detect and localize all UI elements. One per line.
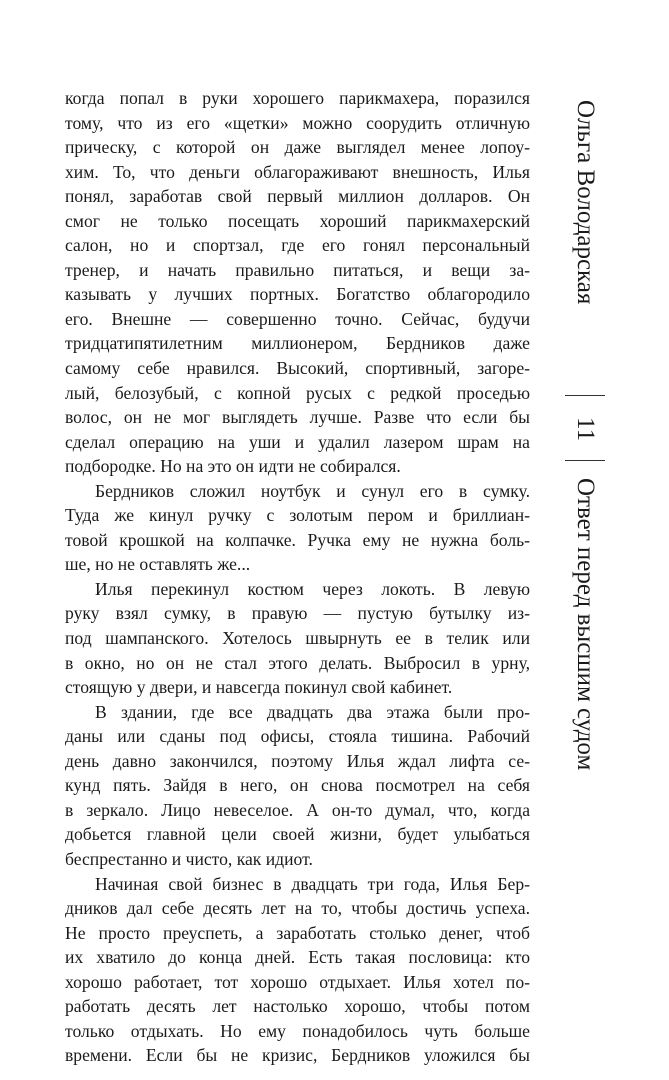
running-head-divider bbox=[565, 395, 605, 396]
body-text bbox=[65, 86, 530, 1068]
text-line: только отдыхать. Но ему понадобилось чуть больше bbox=[65, 1020, 530, 1041]
text-line: когда попал в руки хорошего парикмахера, поразился bbox=[65, 88, 530, 108]
text-line: хим. То, что деньги облагораживают внешность, Илья bbox=[65, 161, 530, 182]
text-line: подбородке. Но на это он идти не собирался. bbox=[65, 456, 401, 477]
text-line: день давно закончился, поэтому Илья ждал лифта се- bbox=[65, 750, 530, 771]
text-line: в зеркало. Лицо невеселое. А он-то думал, что, когда bbox=[65, 799, 530, 820]
text-line: прическу, с которой он даже выглядел менее лопоу- bbox=[65, 137, 530, 158]
running-head-author: Ольга Володарская bbox=[572, 100, 599, 305]
text-line: самому себе нравился. Высокий, спортивный, загоре- bbox=[65, 358, 530, 379]
running-head-rotated bbox=[560, 80, 610, 1040]
text-line: в окно, но он не стал этого делать. Выбросил в урну, bbox=[65, 652, 530, 673]
text-line: хорошо работает, тот хорошо отдыхает. Илья хотел по- bbox=[65, 971, 530, 992]
text-line: его. Внешне — совершенно точно. Сейчас, будучи bbox=[65, 308, 530, 329]
text-line: Не просто преуспеть, а заработать столько денег, чтоб bbox=[65, 922, 530, 943]
text-line: тому, что из его «щетки» можно соорудить отличную bbox=[65, 112, 530, 133]
text-line: В здании, где все двадцать два этажа были про- bbox=[95, 701, 530, 722]
text-line: кунд пять. Зайдя в него, он снова посмотрел на себя bbox=[65, 775, 530, 796]
text-line: тридцатипятилетним миллионером, Бердников даже bbox=[65, 333, 530, 354]
text-line: Начиная свой бизнес в двадцать три года, Илья Бер- bbox=[95, 873, 530, 894]
running-head-divider bbox=[565, 460, 605, 461]
text-line: дников дал себе десять лет на то, чтобы достичь успеха. bbox=[65, 898, 530, 919]
text-line: руку взял сумку, в правую — пустую бутылку из- bbox=[65, 603, 530, 624]
text-line: волос, он не мог выглядеть лучше. Разве что если бы bbox=[65, 407, 530, 428]
text-line: Бердников сложил ноутбук и сунул его в сумку. bbox=[95, 480, 530, 501]
text-line: ше, но не оставлять же... bbox=[65, 554, 251, 575]
text-line: стоящую у двери, и навсегда покинул свой кабинет. bbox=[65, 677, 453, 698]
text-line: тренер, и начать правильно питаться, и вещи за- bbox=[65, 259, 530, 280]
text-line: салон, но и спортзал, где его гонял персональный bbox=[65, 235, 530, 256]
text-line: добьется главной цели своей жизни, будет улыбаться bbox=[65, 824, 530, 845]
text-line: даны или сданы под офисы, стояла тишина. Рабочий bbox=[65, 726, 530, 747]
text-line: работать десять лет настолько хорошо, чтобы потом bbox=[65, 996, 530, 1017]
text-line: лый, белозубый, с копной русых с редкой проседью bbox=[65, 382, 530, 403]
text-line: товой крошкой на колпачке. Ручка ему не нужна боль- bbox=[65, 529, 530, 550]
text-line: беспрестанно и чисто, как идиот. bbox=[65, 848, 313, 869]
running-head-book-title: Ответ перед высшим судом bbox=[572, 478, 599, 771]
text-line: под шампанского. Хотелось швырнуть ее в телик или bbox=[65, 628, 530, 649]
text-line: смог не только посещать хороший парикмахерский bbox=[65, 210, 530, 231]
text-line: сделал операцию на уши и удалил лазером шрам на bbox=[65, 431, 530, 452]
text-line: понял, заработав свой первый миллион долларов. Он bbox=[65, 186, 530, 207]
text-line: времени. Если бы не кризис, Бердников уложился бы bbox=[65, 1045, 530, 1066]
running-head bbox=[560, 80, 610, 1040]
text-line: Илья перекинул костюм через локоть. В левую bbox=[95, 578, 530, 599]
text-line: Туда же кинул ручку с золотым пером и бриллиан- bbox=[65, 505, 530, 526]
text-line: казывать у лучших портных. Богатство облагородило bbox=[65, 284, 530, 305]
page-number: 11 bbox=[572, 417, 599, 442]
text-line: их хватило до конца дней. Есть такая пословица: кто bbox=[65, 947, 530, 968]
